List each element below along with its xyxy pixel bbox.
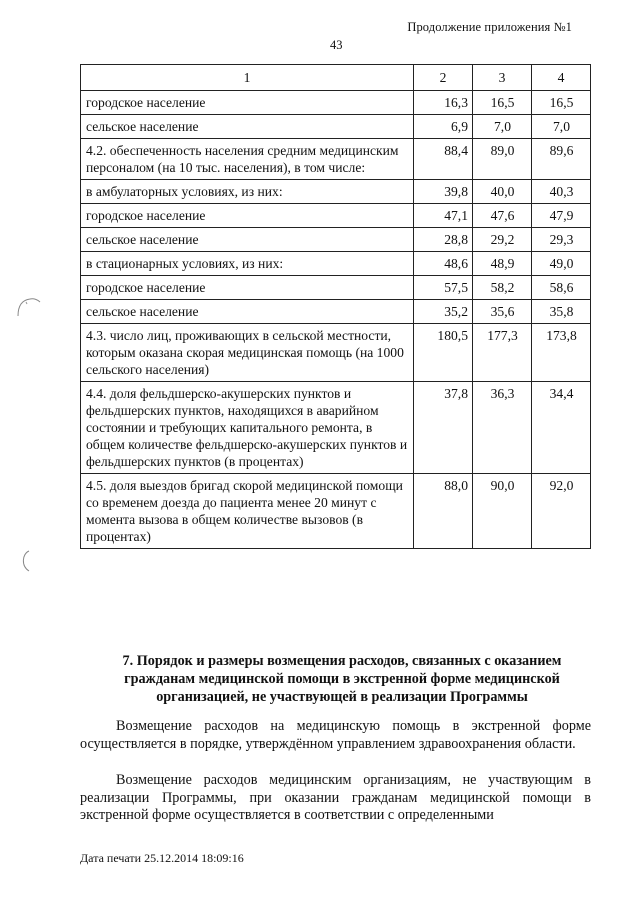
table-row: [81, 276, 591, 300]
table-row: [81, 382, 591, 474]
indicator-label-cell: 4.5. доля выездов бригад скорой медицинской помощи со временем доезда до пациента менее 20 минут с момента вызова в общем количестве вызовов (в процентах): [81, 474, 414, 549]
value-cell: 16,5: [532, 91, 591, 115]
scan-mark: [14, 294, 44, 320]
indicator-label-cell: городское население: [81, 91, 414, 115]
indicators-table: [80, 64, 591, 549]
value-cell: 40,3: [532, 180, 591, 204]
page-number: 43: [330, 38, 343, 52]
value-cell: 89,6: [532, 139, 591, 180]
column-header: 2: [414, 65, 473, 91]
indicator-label-cell: 4.2. обеспеченность населения средним медицинским персоналом (на 10 тыс. населения), в том числе:: [81, 139, 414, 180]
table-row: [81, 204, 591, 228]
continuation-note: Продолжение приложения №1: [407, 20, 572, 34]
value-cell: 88,4: [414, 139, 473, 180]
table-row: [81, 91, 591, 115]
value-cell: 29,3: [532, 228, 591, 252]
indicator-label-cell: сельское население: [81, 300, 414, 324]
indicator-label-cell: городское население: [81, 204, 414, 228]
value-cell: 48,9: [473, 252, 532, 276]
paragraph: Возмещение расходов на медицинскую помощь в экстренной форме осуществляется в порядке, утверждённом управлением здравоохранения области.: [80, 718, 591, 752]
indicator-label-cell: в амбулаторных условиях, из них:: [81, 180, 414, 204]
value-cell: 177,3: [473, 324, 532, 382]
table-row: [81, 180, 591, 204]
value-cell: 7,0: [532, 115, 591, 139]
value-cell: 49,0: [532, 252, 591, 276]
column-header: 1: [81, 65, 414, 91]
table-row: [81, 115, 591, 139]
value-cell: 34,4: [532, 382, 591, 474]
value-cell: 180,5: [414, 324, 473, 382]
value-cell: 173,8: [532, 324, 591, 382]
value-cell: 48,6: [414, 252, 473, 276]
table-row: [81, 252, 591, 276]
value-cell: 89,0: [473, 139, 532, 180]
column-header: 4: [532, 65, 591, 91]
value-cell: 36,3: [473, 382, 532, 474]
scan-mark: [18, 548, 32, 574]
table-row: [81, 139, 591, 180]
value-cell: 39,8: [414, 180, 473, 204]
value-cell: 7,0: [473, 115, 532, 139]
value-cell: 88,0: [414, 474, 473, 549]
value-cell: 37,8: [414, 382, 473, 474]
indicator-label-cell: городское население: [81, 276, 414, 300]
value-cell: 92,0: [532, 474, 591, 549]
value-cell: 35,2: [414, 300, 473, 324]
paragraph: Возмещение расходов медицинским организациям, не участвующим в реализации Программы, при оказании гражданам медицинской помощи в экстренной форме осуществляется в соответствии с определенными: [80, 772, 591, 823]
indicator-label-cell: 4.3. число лиц, проживающих в сельской местности, которым оказана скорая медицинская помощь (на 1000 сельского населения): [81, 324, 414, 382]
value-cell: 35,6: [473, 300, 532, 324]
column-header: 3: [473, 65, 532, 91]
indicator-label-cell: сельское население: [81, 228, 414, 252]
value-cell: 58,2: [473, 276, 532, 300]
value-cell: 47,6: [473, 204, 532, 228]
value-cell: 6,9: [414, 115, 473, 139]
value-cell: 90,0: [473, 474, 532, 549]
table-row: [81, 324, 591, 382]
value-cell: 47,9: [532, 204, 591, 228]
table-row: [81, 300, 591, 324]
print-date: Дата печати 25.12.2014 18:09:16: [80, 851, 244, 865]
table-row: [81, 228, 591, 252]
value-cell: 58,6: [532, 276, 591, 300]
indicator-label-cell: сельское население: [81, 115, 414, 139]
indicator-label-cell: в стационарных условиях, из них:: [81, 252, 414, 276]
section-title: 7. Порядок и размеры возмещения расходов, связанных с оказанием гражданам медицинской помощи в экстренной форме медицинской организацией, не участвующей в реализации Программы: [122, 653, 562, 705]
value-cell: 28,8: [414, 228, 473, 252]
value-cell: 16,3: [414, 91, 473, 115]
table-row: [81, 474, 591, 549]
indicator-label-cell: 4.4. доля фельдшерско-акушерских пунктов и фельдшерских пунктов, находящихся в аварийном состоянии и требующих капитального ремонта, в общем количестве фельдшерско-акушерских пунктов и фельдшерских пунктов (в процентах): [81, 382, 414, 474]
value-cell: 35,8: [532, 300, 591, 324]
value-cell: 57,5: [414, 276, 473, 300]
value-cell: 47,1: [414, 204, 473, 228]
table-header-row: [81, 65, 591, 91]
value-cell: 29,2: [473, 228, 532, 252]
value-cell: 16,5: [473, 91, 532, 115]
value-cell: 40,0: [473, 180, 532, 204]
